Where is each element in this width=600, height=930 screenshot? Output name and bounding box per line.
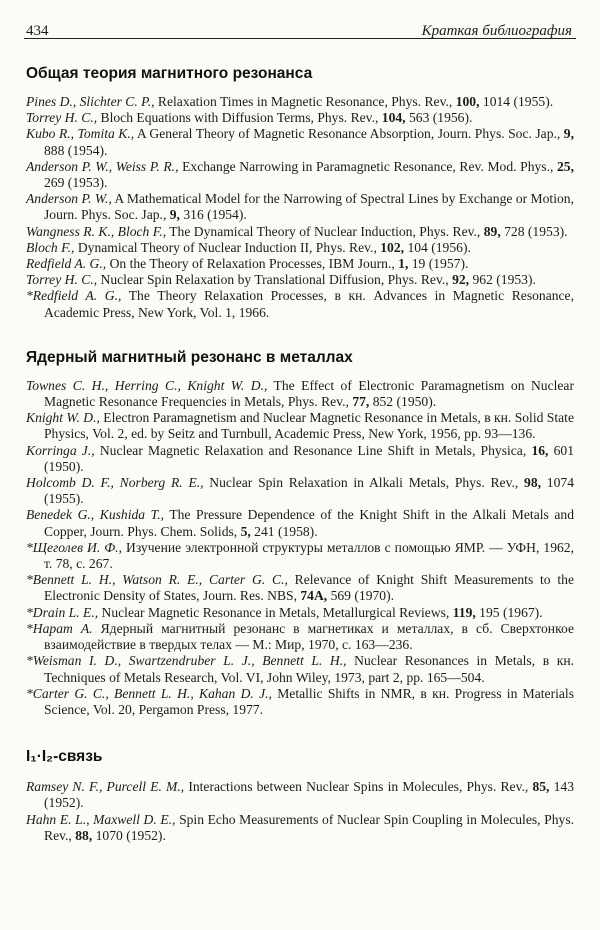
entry-tail: 316 (1954).	[179, 207, 247, 223]
entry-text: The Dynamical Theory of Nuclear Induction, Phys. Rev.,	[166, 223, 484, 239]
entry-text: Bloch Equations with Diffusion Terms, Phys. Rev.,	[97, 110, 382, 126]
reference-entry	[26, 507, 574, 539]
entry-authors: Holcomb D. F., Norberg R. E.,	[26, 475, 204, 491]
entry-authors: *Нарат А.	[26, 620, 93, 636]
section-title: I₁·I₂-связь	[26, 748, 103, 766]
reference-entry	[26, 812, 574, 844]
reference-entry	[26, 410, 574, 442]
entry-authors: Hahn E. L., Maxwell D. E.,	[26, 811, 176, 827]
entry-authors: Anderson P. W.,	[26, 191, 112, 207]
entry-text: Изучение электронной структуры металлов с помощью ЯМР. — УФН, 1962, т. 78, с. 267.	[44, 539, 574, 572]
entry-text: Nuclear Spin Relaxation in Alkali Metals, Phys. Rev.,	[203, 475, 525, 491]
entry-authors: Ramsey N. F., Purcell E. M.,	[26, 779, 185, 795]
entry-text: On the Theory of Relaxation Processes, IBM Journ.,	[106, 256, 399, 272]
reference-entry	[26, 256, 574, 272]
entry-tail: 601 (1950).	[44, 442, 575, 474]
entry-text: Nuclear Spin Relaxation by Translational Diffusion, Phys. Rev.,	[97, 272, 453, 288]
entry-authors: Pines D., Slichter C. P.,	[26, 94, 155, 109]
entry-authors: *Redfield A. G.,	[26, 288, 122, 304]
entry-volume: 5,	[240, 523, 251, 539]
reference-entry	[26, 686, 574, 718]
section-nmr-in-metals	[26, 349, 574, 718]
entry-volume: 104,	[381, 110, 406, 126]
reference-entry	[26, 191, 574, 223]
entry-tail: 852 (1950).	[369, 394, 437, 410]
entry-authors: Anderson P. W., Weiss P. R.,	[26, 158, 179, 174]
entry-tail: 569 (1970).	[327, 588, 395, 604]
section-title: Общая теория магнитного резонанса	[26, 65, 313, 82]
entry-tail: 104 (1956).	[404, 239, 471, 255]
reference-entry	[26, 159, 574, 191]
reference-entry	[26, 272, 574, 288]
reference-entry	[26, 94, 574, 110]
entry-volume: 16,	[531, 442, 549, 458]
reference-entry	[26, 475, 574, 507]
entry-authors: Korringa J.,	[26, 442, 95, 458]
entry-tail: 962 (1953).	[469, 272, 536, 288]
reference-entry	[26, 240, 574, 256]
reference-entry	[26, 126, 574, 158]
running-header	[24, 0, 576, 39]
entry-tail: 728 (1953).	[500, 223, 568, 239]
reference-entry	[26, 779, 574, 811]
entry-text: Nuclear Resonances in Metals, в кн. Techniques of Metals Research, Vol. VI, John Wiley, 1973, part 2, pp. 165—504.	[44, 653, 575, 685]
entry-authors: Benedek G., Kushida T.,	[26, 507, 164, 523]
section-general-theory	[26, 65, 574, 321]
entry-tail: 269 (1953).	[44, 175, 108, 191]
page-number: 434	[26, 23, 49, 39]
entry-volume: 25,	[557, 158, 574, 174]
running-title: Краткая библиография	[421, 23, 572, 39]
entry-tail: 1070 (1952).	[92, 827, 166, 843]
entry-text: A Mathematical Model for the Narrowing of Spectral Lines by Exchange or Motion, Journ. Phys. Soc. Jap.,	[44, 191, 574, 223]
entry-authors: Torrey H. C.,	[26, 272, 98, 288]
entry-authors: *Weisman I. D., Swartzendruber L. J., Bennett L. H.,	[26, 653, 347, 669]
reference-entry	[26, 378, 574, 410]
entry-authors: Knight W. D.,	[26, 410, 100, 426]
entry-volume: 85,	[532, 779, 550, 795]
reference-entry	[26, 224, 574, 240]
entry-volume: 92,	[452, 272, 470, 288]
reference-entry	[26, 605, 574, 621]
entry-volume: 89,	[483, 223, 501, 239]
entry-text: The Pressure Dependence of the Knight Shift in the Alkali Metals and Copper, Journ. Phys. Chem. Solids,	[44, 507, 574, 539]
reference-entry	[26, 621, 574, 653]
entry-authors: Redfield A. G.,	[26, 256, 107, 272]
entry-authors: Kubo R., Tomita K.,	[26, 126, 135, 142]
entry-tail: 888 (1954).	[44, 142, 108, 158]
entry-text: Nuclear Magnetic Resonance in Metals, Metallurgical Reviews,	[98, 604, 453, 620]
entry-text: Relevance of Knight Shift Measurements to the Electronic Density of States, Journ. Res. NBS,	[44, 572, 575, 604]
entry-text: Exchange Narrowing in Paramagnetic Resonance, Rev. Mod. Phys.,	[178, 158, 557, 174]
entry-volume: 1,	[398, 256, 409, 272]
reference-entry	[26, 443, 574, 475]
entry-text: Relaxation Times in Magnetic Resonance, Phys. Rev.,	[154, 94, 456, 109]
entry-volume: 74A,	[300, 588, 328, 604]
section-i1-i2-coupling	[26, 748, 574, 844]
reference-entry	[26, 572, 574, 604]
entry-tail: 19 (1957).	[408, 256, 469, 272]
entry-text: Metallic Shifts in NMR, в кн. Progress in Materials Science, Vol. 20, Pergamon Press, 1977.	[44, 685, 574, 717]
entry-authors: *Щеголев И. Ф.,	[26, 539, 122, 555]
entry-text: Ядерный магнитный резонанс в магнетиках и металлах, в сб. Сверхтонкое взаимодействие в твердых телах — М.: Мир, 1970, с. 163—236.	[44, 620, 574, 653]
entry-authors: Townes C. H., Herring C., Knight W. D.,	[26, 377, 268, 393]
entry-tail: 1074 (1955).	[44, 475, 574, 507]
entry-authors: *Bennett L. H., Watson R. E., Carter G. C.,	[26, 572, 288, 588]
entry-text: Interactions between Nuclear Spins in Molecules, Phys. Rev.,	[184, 779, 533, 795]
entry-volume: 88,	[75, 827, 93, 843]
entry-text: The Theory Relaxation Processes, в кн. Advances in Magnetic Resonance, Academic Press, New York, Vol. 1, 1966.	[44, 288, 574, 320]
entry-authors: Wangness R. K., Bloch F.,	[26, 223, 167, 239]
entry-tail: 563 (1956).	[405, 110, 473, 126]
entry-text: Electron Paramagnetism and Nuclear Magnetic Resonance in Metals, в кн. Solid State Physics, Vol. 2, ed. by Seitz and Turnbull, Academic Press, New York, 1956, pp. 93—136.	[44, 410, 574, 442]
entry-text: Spin Echo Measurements of Nuclear Spin Coupling in Molecules, Phys. Rev.,	[44, 811, 575, 843]
entry-volume: 9,	[563, 126, 574, 142]
reference-entry	[26, 540, 574, 572]
entry-text: Nuclear Magnetic Relaxation and Resonance Line Shift in Metals, Physica,	[94, 442, 532, 458]
entry-tail: 143 (1952).	[44, 779, 574, 811]
entry-volume: 77,	[352, 394, 370, 410]
section-title: Ядерный магнитный резонанс в металлах	[26, 348, 353, 366]
entry-text: Dynamical Theory of Nuclear Induction II, Phys. Rev.,	[74, 239, 381, 255]
reference-entry	[26, 288, 574, 320]
entry-text: The Effect of Electronic Paramagnetism on Nuclear Magnetic Resonance Frequencies in Metals, Phys. Rev.,	[44, 377, 574, 410]
entry-authors: *Drain L. E.,	[26, 604, 99, 620]
reference-entry	[26, 110, 574, 126]
entry-volume: 9,	[169, 207, 180, 223]
entry-volume: 119,	[452, 604, 476, 620]
entry-volume: 100,	[455, 94, 480, 109]
entry-tail: 195 (1967).	[475, 604, 543, 620]
reference-entry	[26, 653, 574, 685]
entry-volume: 98,	[524, 475, 542, 491]
entry-tail: 241 (1958).	[250, 523, 318, 539]
entry-authors: Bloch F.,	[26, 239, 75, 255]
entry-text: A General Theory of Magnetic Resonance Absorption, Journ. Phys. Soc. Jap.,	[134, 126, 564, 142]
entry-authors: *Carter G. C., Bennett L. H., Kahan D. J.,	[26, 685, 272, 701]
entry-authors: Torrey H. C.,	[26, 110, 98, 126]
entry-tail: 1014 (1955).	[479, 94, 554, 109]
entry-volume: 102,	[380, 239, 405, 255]
